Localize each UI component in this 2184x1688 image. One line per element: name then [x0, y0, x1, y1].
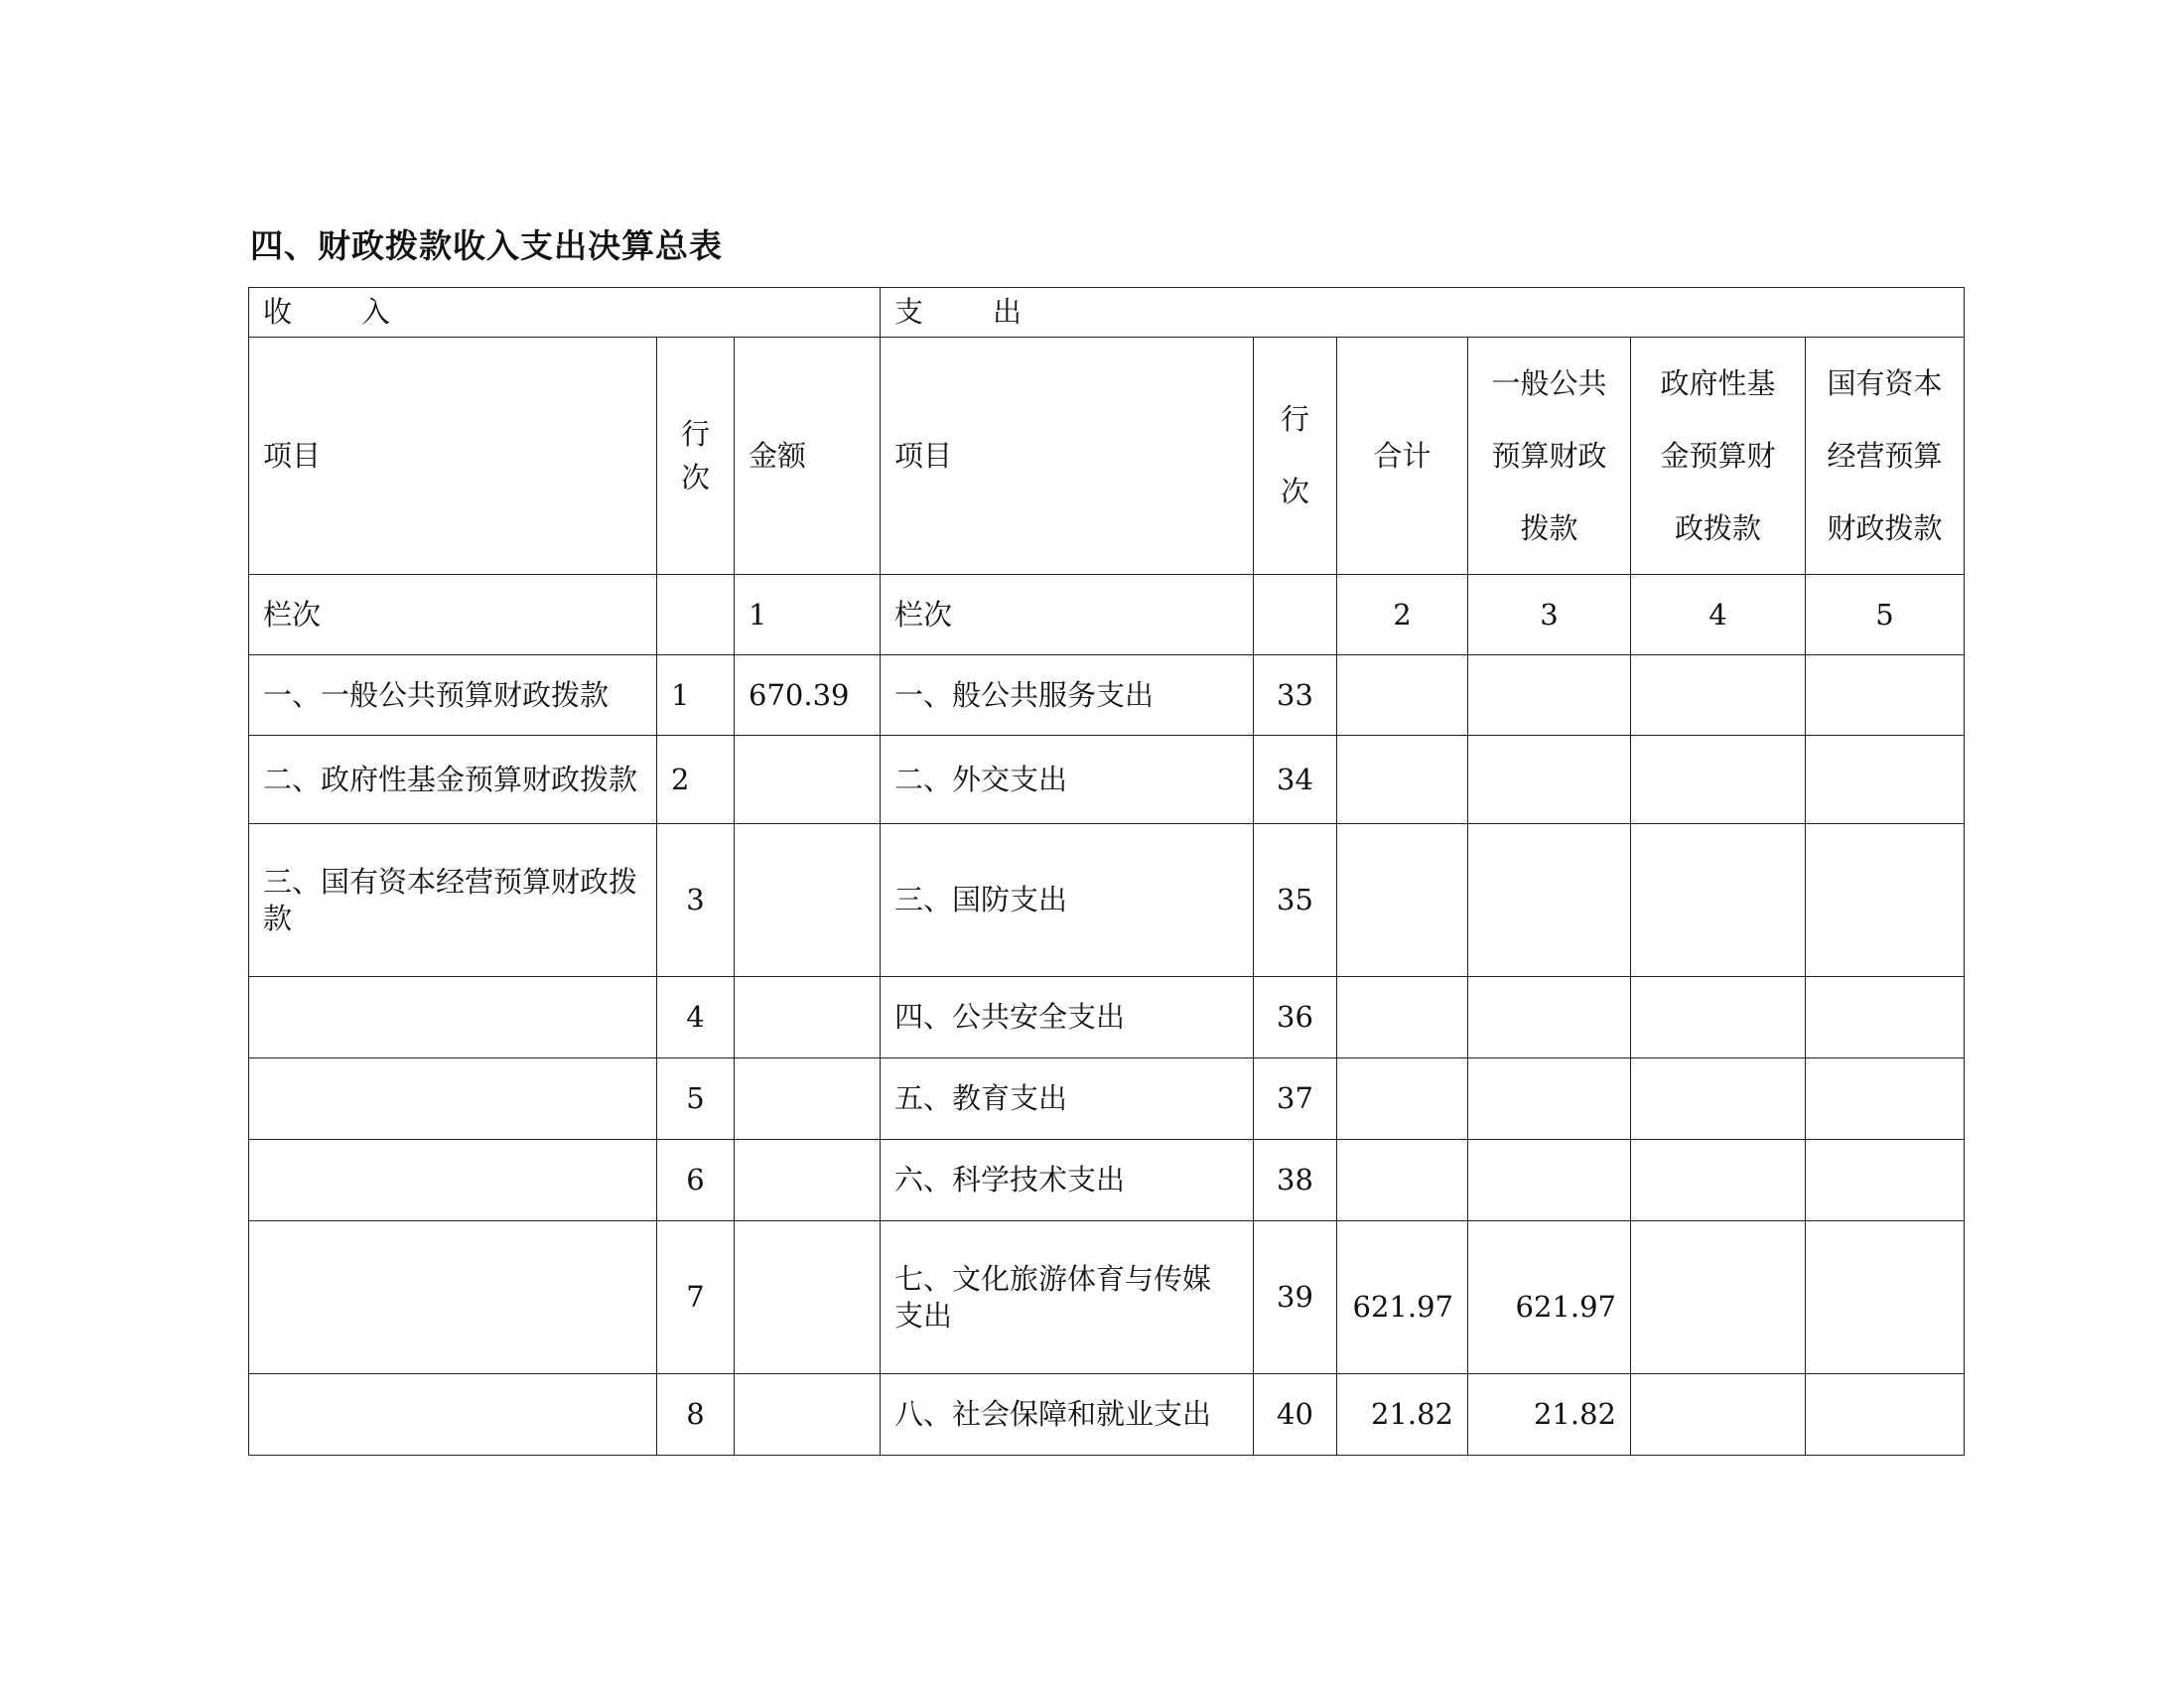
state-capital-value — [1806, 655, 1965, 736]
income-row-header — [657, 338, 735, 575]
general-budget-value: 621.97 — [1468, 1221, 1631, 1374]
table-row — [249, 1140, 1965, 1221]
table-row — [249, 1221, 1965, 1374]
income-item — [249, 977, 657, 1058]
income-item — [249, 1058, 657, 1140]
total-value — [1337, 824, 1468, 977]
income-amount — [735, 977, 881, 1058]
income-amount — [735, 824, 881, 977]
state-capital-header-text: 国有资本经营预算财政拨款 — [1827, 365, 1943, 545]
expense-row-number: 37 — [1254, 1058, 1337, 1140]
income-section-header — [249, 288, 881, 338]
column-index-label-right: 栏次 — [881, 575, 1254, 655]
state-capital-value — [1806, 977, 1965, 1058]
income-section-char-2: 入 — [361, 295, 391, 330]
expense-row-number: 34 — [1254, 736, 1337, 824]
table-row — [249, 736, 1965, 824]
general-budget-value — [1468, 655, 1631, 736]
expense-item: 三、国防支出 — [881, 824, 1254, 977]
income-amount — [735, 1374, 881, 1456]
general-budget-value — [1468, 736, 1631, 824]
gov-fund-value — [1631, 824, 1806, 977]
gov-fund-value — [1631, 977, 1806, 1058]
income-item: 二、政府性基金预算财政拨款 — [249, 736, 657, 824]
state-capital-value — [1806, 824, 1965, 977]
column-index-1: 1 — [735, 575, 881, 655]
income-amount: 670.39 — [735, 655, 881, 736]
income-row-header-text: 行次 — [680, 417, 710, 494]
general-budget-value — [1468, 1140, 1631, 1221]
state-capital-value — [1806, 1374, 1965, 1456]
income-row-number: 8 — [657, 1374, 735, 1456]
income-row-number: 1 — [657, 655, 735, 736]
total-value: 621.97 — [1337, 1221, 1468, 1374]
section-header-row — [249, 288, 1965, 338]
gov-fund-value — [1631, 1058, 1806, 1140]
income-section-char-1: 收 — [263, 295, 293, 330]
gov-fund-value — [1631, 1140, 1806, 1221]
income-amount — [735, 736, 881, 824]
expense-row-number: 36 — [1254, 977, 1337, 1058]
expense-row-number: 40 — [1254, 1374, 1337, 1456]
general-budget-value — [1468, 824, 1631, 977]
table-row — [249, 1058, 1965, 1140]
expense-item: 二、外交支出 — [881, 736, 1254, 824]
table-row — [249, 977, 1965, 1058]
expense-row-number: 39 — [1254, 1221, 1337, 1374]
general-budget-value: 21.82 — [1468, 1374, 1631, 1456]
state-capital-value — [1806, 1140, 1965, 1221]
total-value — [1337, 1140, 1468, 1221]
expense-row-number: 35 — [1254, 824, 1337, 977]
expense-item: 六、科学技术支出 — [881, 1140, 1254, 1221]
page-title: 四、财政拨款收入支出决算总表 — [250, 226, 723, 265]
table-row — [249, 655, 1965, 736]
total-value — [1337, 736, 1468, 824]
appropriation-summary-table — [248, 287, 1965, 1456]
table-row — [249, 1374, 1965, 1456]
table-row — [249, 824, 1965, 977]
state-capital-header — [1806, 338, 1965, 575]
state-capital-value — [1806, 1221, 1965, 1374]
total-value — [1337, 977, 1468, 1058]
income-item — [249, 1374, 657, 1456]
income-row-number: 3 — [657, 824, 735, 977]
general-budget-value — [1468, 1058, 1631, 1140]
income-amount-header: 金额 — [735, 338, 881, 575]
expense-row-number: 38 — [1254, 1140, 1337, 1221]
income-item: 一、一般公共预算财政拨款 — [249, 655, 657, 736]
expense-item: 五、教育支出 — [881, 1058, 1254, 1140]
column-index-blank-2 — [1254, 575, 1337, 655]
expense-row-header-text: 行次 — [1280, 402, 1309, 508]
expense-item: 八、社会保障和就业支出 — [881, 1374, 1254, 1456]
gov-fund-value — [1631, 655, 1806, 736]
income-item — [249, 1140, 657, 1221]
expense-item: 一、般公共服务支出 — [881, 655, 1254, 736]
column-header-row — [249, 338, 1965, 575]
column-index-4: 4 — [1631, 575, 1806, 655]
expense-item: 四、公共安全支出 — [881, 977, 1254, 1058]
income-row-number: 5 — [657, 1058, 735, 1140]
general-budget-value — [1468, 977, 1631, 1058]
total-header: 合计 — [1337, 338, 1468, 575]
column-index-5: 5 — [1806, 575, 1965, 655]
expense-item-header: 项目 — [881, 338, 1254, 575]
total-value: 21.82 — [1337, 1374, 1468, 1456]
column-index-label-left: 栏次 — [249, 575, 657, 655]
column-index-3: 3 — [1468, 575, 1631, 655]
gov-fund-value — [1631, 1374, 1806, 1456]
gov-fund-header — [1631, 338, 1806, 575]
expense-row-number: 33 — [1254, 655, 1337, 736]
income-row-number: 2 — [657, 736, 735, 824]
income-amount — [735, 1140, 881, 1221]
gov-fund-value — [1631, 1221, 1806, 1374]
expense-row-header — [1254, 338, 1337, 575]
income-amount — [735, 1221, 881, 1374]
general-budget-header-text: 一般公共预算财政拨款 — [1491, 365, 1607, 545]
gov-fund-value — [1631, 736, 1806, 824]
general-budget-header — [1468, 338, 1631, 575]
expense-item: 七、文化旅游体育与传媒支出 — [881, 1221, 1254, 1374]
column-index-blank-1 — [657, 575, 735, 655]
income-row-number: 7 — [657, 1221, 735, 1374]
column-index-2: 2 — [1337, 575, 1468, 655]
income-row-number: 6 — [657, 1140, 735, 1221]
state-capital-value — [1806, 1058, 1965, 1140]
expense-section-header — [881, 288, 1965, 338]
column-index-row — [249, 575, 1965, 655]
expense-section-char-1: 支 — [894, 295, 924, 330]
income-item: 三、国有资本经营预算财政拨款 — [249, 824, 657, 977]
total-value — [1337, 655, 1468, 736]
gov-fund-header-text: 政府性基金预算财政拨款 — [1660, 365, 1776, 545]
income-amount — [735, 1058, 881, 1140]
income-item — [249, 1221, 657, 1374]
expense-section-char-2: 出 — [993, 295, 1023, 330]
total-value — [1337, 1058, 1468, 1140]
income-item-header: 项目 — [249, 338, 657, 575]
income-row-number: 4 — [657, 977, 735, 1058]
state-capital-value — [1806, 736, 1965, 824]
